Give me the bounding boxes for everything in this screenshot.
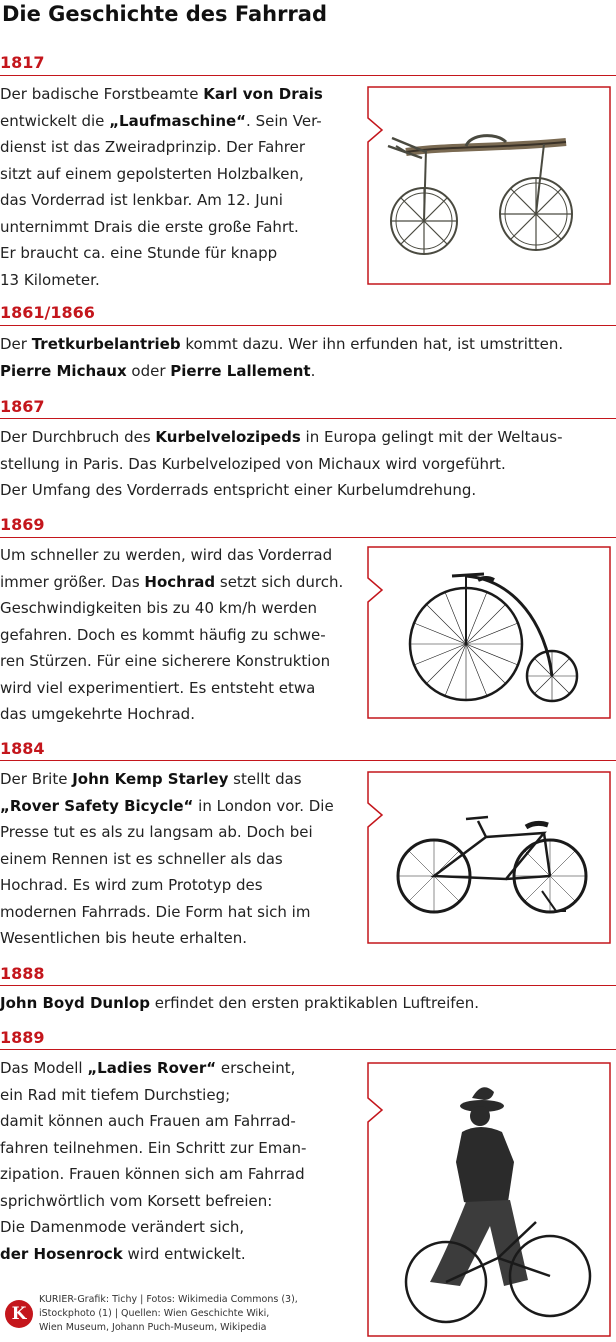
emphasis: Kurbelvelozipeds [155, 428, 301, 446]
emphasis: Tretkurbelantrieb [31, 335, 181, 353]
text-line: der Hosenrock wird entwickelt. [0, 1244, 246, 1263]
emphasis: „Ladies Rover“ [87, 1059, 217, 1077]
text-line: zipation. Frauen können sich am Fahrrad [0, 1165, 305, 1183]
year-heading: 1817 [0, 53, 45, 72]
year-heading: 1869 [0, 515, 45, 534]
divider [0, 75, 616, 76]
emphasis: Karl von Drais [203, 85, 323, 103]
credits-line: KURIER-Grafik: Tichy | Fotos: Wikimedia Commons (3), [39, 1294, 298, 1305]
year-heading: 1867 [0, 397, 45, 416]
divider [0, 325, 616, 326]
section-text [0, 990, 479, 1017]
emphasis: „Rover Safety Bicycle“ [0, 796, 194, 815]
ladies-rover-photo [366, 1062, 612, 1338]
year-heading: 1884 [0, 739, 45, 758]
section-text [0, 1055, 306, 1267]
text-line: Wesentlichen bis heute erhalten. [0, 929, 247, 947]
text-line: Hochrad. Es wird zum Prototyp des [0, 876, 263, 894]
text-line: ren Stürzen. Für eine sicherere Konstruktion [0, 652, 331, 670]
laufmaschine-illustration [366, 86, 612, 286]
text-line: immer größer. Das Hochrad setzt sich durch. [0, 572, 344, 591]
text-line: Der Durchbruch des Kurbelvelozipeds in Europa gelingt mit der Weltaus- [0, 428, 563, 446]
text-line: Presse tut es als zu langsam ab. Doch bei [0, 823, 313, 841]
text-line: sitzt auf einem gepolsterten Holzbalken, [0, 164, 304, 183]
section-text [0, 542, 343, 728]
text-line: ein Rad mit tiefem Durchstieg; [0, 1085, 231, 1104]
text-line: Um schneller zu werden, wird das Vorderrad [0, 546, 333, 564]
text-line: fahren teilnehmen. Ein Schritt zur Eman- [0, 1138, 307, 1157]
credits-line: iStockphoto (1) | Quellen: Wien Geschichte Wiki, [39, 1308, 270, 1319]
text-line: Der Tretkurbelantrieb kommt dazu. Wer ihn erfunden hat, ist umstritten. [0, 335, 564, 353]
hochrad-photo [366, 546, 612, 720]
credits-line: Wien Museum, Johann Puch-Museum, Wikipedia [39, 1322, 267, 1333]
text-line: unternimmt Drais die erste große Fahrt. [0, 217, 299, 236]
text-line: Pierre Michaux oder Pierre Lallement. [0, 361, 316, 380]
text-line: Der badische Forstbeamte Karl von Drais [0, 85, 323, 103]
text-line: modernen Fahrrads. Die Form hat sich im [0, 902, 311, 921]
credits [39, 1293, 298, 1335]
text-line: dienst ist das Zweiradprinzip. Der Fahrer [0, 138, 305, 156]
divider [0, 1049, 616, 1050]
section-text [0, 331, 563, 384]
text-line: 13 Kilometer. [0, 270, 100, 289]
emphasis: John Kemp Starley [72, 770, 229, 788]
year-heading: 1861/1866 [0, 303, 95, 322]
kurier-logo: K [5, 1300, 33, 1328]
text-line: Das Modell „Ladies Rover“ erscheint, [0, 1059, 296, 1077]
emphasis: Pierre Michaux [0, 361, 127, 380]
text-line: Er braucht ca. eine Stunde für knapp [0, 244, 278, 262]
text-line: Der Umfang des Vorderrads entspricht einer Kurbelumdrehung. [0, 481, 477, 499]
emphasis: John Boyd Dunlop [0, 994, 150, 1012]
divider [0, 537, 616, 538]
divider [0, 985, 616, 986]
year-heading: 1889 [0, 1028, 45, 1047]
text-line: damit können auch Frauen am Fahrrad- [0, 1112, 296, 1130]
text-line: Geschwindigkeiten bis zu 40 km/h werden [0, 599, 318, 617]
text-line: stellung in Paris. Das Kurbelveloziped von Michaux wird vorgeführt. [0, 454, 506, 473]
page-title: Die Geschichte des Fahrrad [2, 2, 327, 26]
divider [0, 418, 616, 419]
safety-bicycle-photo [366, 771, 612, 945]
text-line: Die Damenmode verändert sich, [0, 1218, 245, 1236]
section-text [0, 424, 563, 504]
divider [0, 760, 616, 761]
emphasis: Pierre Lallement [170, 361, 311, 380]
text-line: gefahren. Doch es kommt häufig zu schwe- [0, 625, 326, 644]
text-line: entwickelt die „Laufmaschine“. Sein Ver- [0, 111, 322, 130]
text-line: das umgekehrte Hochrad. [0, 705, 195, 723]
section-text [0, 766, 334, 952]
text-line: „Rover Safety Bicycle“ in London vor. Die [0, 796, 334, 815]
emphasis: „Laufmaschine“ [109, 111, 247, 130]
emphasis: der Hosenrock [0, 1244, 123, 1263]
text-line: einem Rennen ist es schneller als das [0, 849, 283, 868]
text-line: John Boyd Dunlop erfindet den ersten praktikablen Luftreifen. [0, 994, 480, 1012]
text-line: sprichwörtlich vom Korsett befreien: [0, 1191, 273, 1210]
section-text [0, 81, 323, 293]
year-heading: 1888 [0, 964, 45, 983]
text-line: Der Brite John Kemp Starley stellt das [0, 770, 302, 788]
emphasis: Hochrad [144, 572, 216, 591]
text-line: das Vorderrad ist lenkbar. Am 12. Juni [0, 191, 283, 209]
text-line: wird viel experimentiert. Es entsteht etwa [0, 678, 316, 697]
